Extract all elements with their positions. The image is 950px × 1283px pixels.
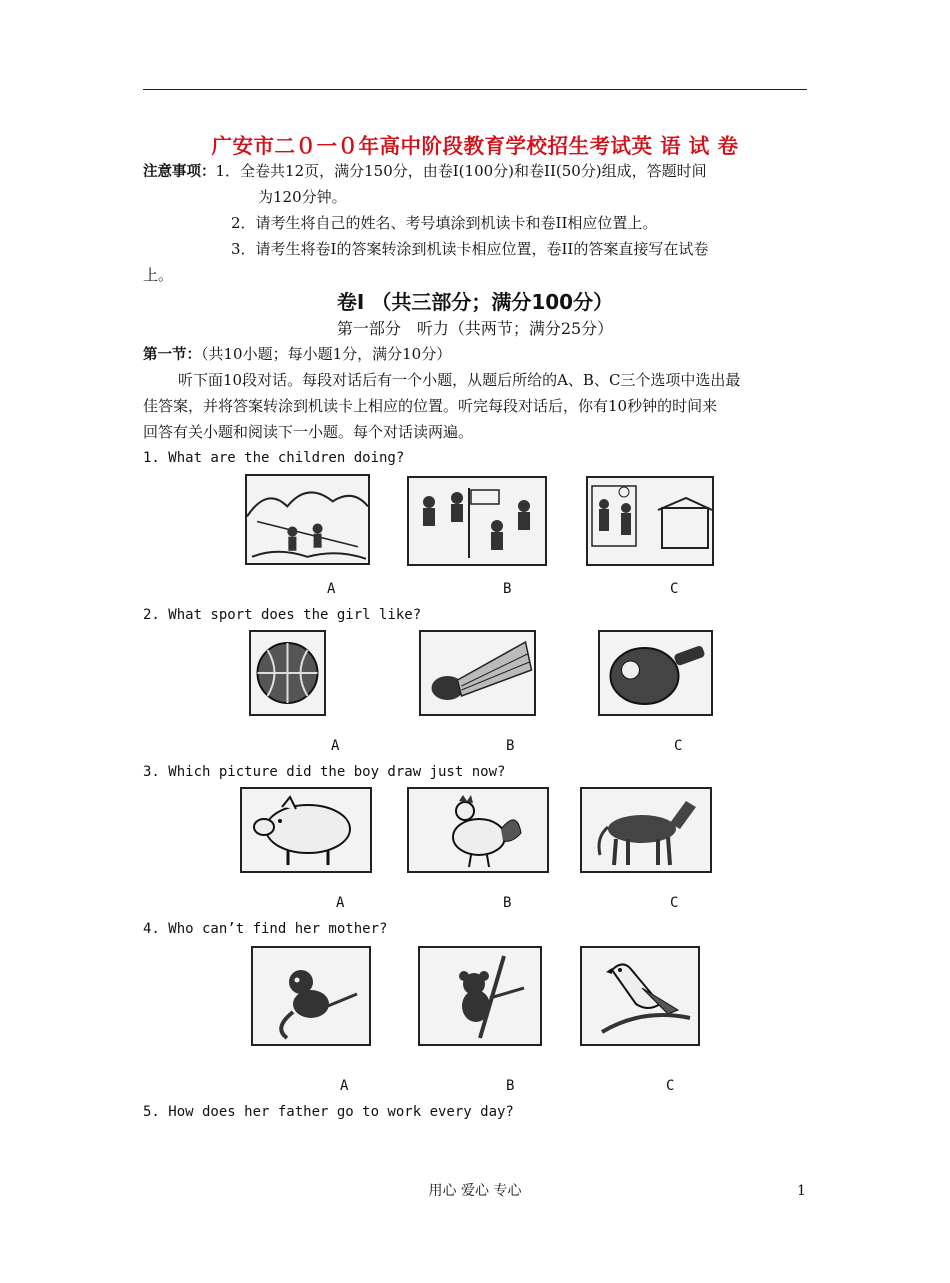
notice-item-3a: 3．请考生将卷Ⅰ的答案转涂到机读卡相应位置，卷II的答案直接写在试卷 (231, 240, 709, 258)
rooster-picture[interactable] (407, 787, 549, 873)
notice-item-3b: 上。 (143, 266, 174, 284)
question-5-text: 5. How does her father go to work every day? (143, 1104, 514, 1120)
notice-line-1 (143, 158, 707, 185)
section-desc: （共10小题；每小题1分，满分10分） (201, 345, 452, 363)
q2-option-a[interactable]: A (331, 738, 340, 754)
instruction-line-1: 听下面10段对话。每段对话后有一个小题，从题后所给的A、B、C三个选项中选出最 (178, 371, 741, 389)
q3-option-c[interactable]: C (670, 895, 679, 911)
ping-pong-paddle-picture[interactable] (598, 630, 713, 716)
notice-item-1a: 1．全卷共12页，满分150分，由卷Ⅰ(100分)和卷II(50分)组成，答题时间 (215, 162, 707, 180)
q1-option-b[interactable]: B (503, 581, 512, 597)
q2-option-b[interactable]: B (506, 738, 515, 754)
q4-option-a[interactable]: A (340, 1078, 349, 1094)
question-3-text: 3. Which picture did the boy draw just now? (143, 764, 506, 780)
exam-title: 广安市二０一０年高中阶段教育学校招生考试英 语 试 卷 (211, 134, 739, 158)
notice-label: 注意事项： (143, 164, 216, 180)
volume-heading: 卷Ⅰ （共三部分；满分100分） (336, 290, 614, 314)
q1-option-a[interactable]: A (327, 581, 336, 597)
section-label: 第一节： (143, 347, 201, 363)
section-heading (143, 341, 451, 368)
notice-item-1b: 为120分钟。 (258, 188, 347, 206)
q4-option-b[interactable]: B (506, 1078, 515, 1094)
q4-option-c[interactable]: C (666, 1078, 675, 1094)
monkey-picture[interactable] (251, 946, 371, 1046)
children-hiking-picture[interactable] (245, 474, 370, 565)
horse-picture[interactable] (580, 787, 712, 873)
part-heading: 第一部分 听力（共两节；满分25分） (336, 319, 614, 338)
bird-picture[interactable] (580, 946, 700, 1046)
footer-slogan: 用心 爱心 专心 (428, 1183, 522, 1199)
q2-option-c[interactable]: C (674, 738, 683, 754)
q3-option-b[interactable]: B (503, 895, 512, 911)
instruction-line-2: 佳答案，并将答案转涂到机读卡上相应的位置。听完每段对话后，你有10秒钟的时间来 (143, 397, 718, 415)
shuttlecock-picture[interactable] (419, 630, 536, 716)
question-4-text: 4. Who can’t find her mother? (143, 921, 388, 937)
instruction-line-3: 回答有关小题和阅读下一小题。每个对话读两遍。 (143, 423, 474, 441)
basketball-picture[interactable] (249, 630, 326, 716)
top-rule (143, 89, 807, 90)
koala-picture[interactable] (418, 946, 542, 1046)
children-basketball-picture[interactable] (407, 476, 547, 566)
children-at-school-picture[interactable] (586, 476, 714, 566)
pig-picture[interactable] (240, 787, 372, 873)
question-2-text: 2. What sport does the girl like? (143, 607, 422, 623)
question-1-text: 1. What are the children doing? (143, 450, 405, 466)
q1-option-c[interactable]: C (670, 581, 679, 597)
q3-option-a[interactable]: A (336, 895, 345, 911)
page-number: 1 (797, 1183, 806, 1199)
notice-item-2: 2．请考生将自己的姓名、考号填涂到机读卡和卷II相应位置上。 (231, 214, 658, 232)
